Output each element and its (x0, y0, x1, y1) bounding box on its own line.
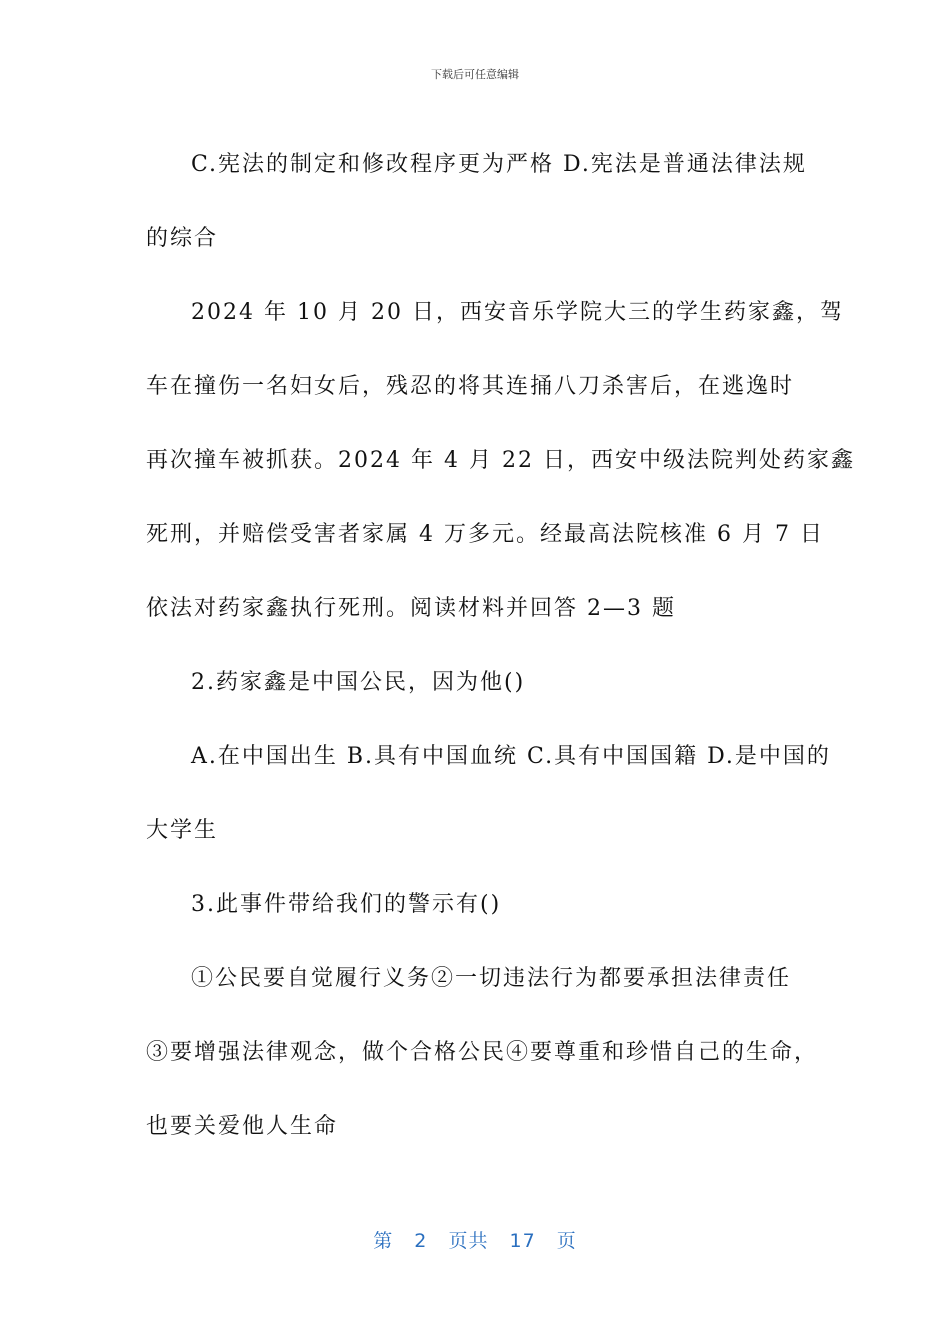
material-paragraph-line: 依法对药家鑫执行死刑。阅读材料并回答 2—3 题 (146, 596, 676, 621)
material-paragraph-line: 2024 年 10 月 20 日，西安音乐学院大三的学生药家鑫，驾 (191, 300, 844, 325)
material-paragraph-line: 死刑，并赔偿受害者家属 4 万多元。经最高法院核准 6 月 7 日 (146, 522, 824, 547)
question-3-statements: ③要增强法律观念，做个合格公民④要尊重和珍惜自己的生命， (146, 1040, 819, 1065)
document-body (146, 128, 855, 1164)
material-paragraph-line: 再次撞车被抓获。2024 年 4 月 22 日，西安中级法院判处药家鑫 (146, 448, 855, 473)
question-2: 2.药家鑫是中国公民，因为他() (191, 670, 526, 695)
option-line-c-d: C.宪法的制定和修改程序更为严格 D.宪法是普通法律法规 (191, 152, 807, 177)
material-paragraph-line: 车在撞伤一名妇女后，残忍的将其连捅八刀杀害后，在逃逸时 (146, 374, 795, 399)
page-footer (0, 1226, 950, 1253)
current-page-number: 2 (414, 1230, 428, 1252)
page-header: 下载后可任意编辑 (431, 68, 519, 81)
question-2-options: A.在中国出生 B.具有中国血统 C.具有中国国籍 D.是中国的 (191, 744, 831, 769)
footer-prefix: 第 (373, 1230, 394, 1252)
total-pages-number: 17 (509, 1230, 536, 1252)
question-3-statements: 也要关爱他人生命 (146, 1114, 339, 1139)
question-2-options-continued: 大学生 (146, 818, 219, 843)
footer-middle: 页共 (448, 1230, 489, 1252)
question-3-statements: ①公民要自觉履行义务②一切违法行为都要承担法律责任 (191, 966, 792, 991)
question-3: 3.此事件带给我们的警示有() (191, 892, 502, 917)
footer-suffix: 页 (556, 1230, 577, 1252)
option-line-continued: 的综合 (146, 226, 219, 251)
